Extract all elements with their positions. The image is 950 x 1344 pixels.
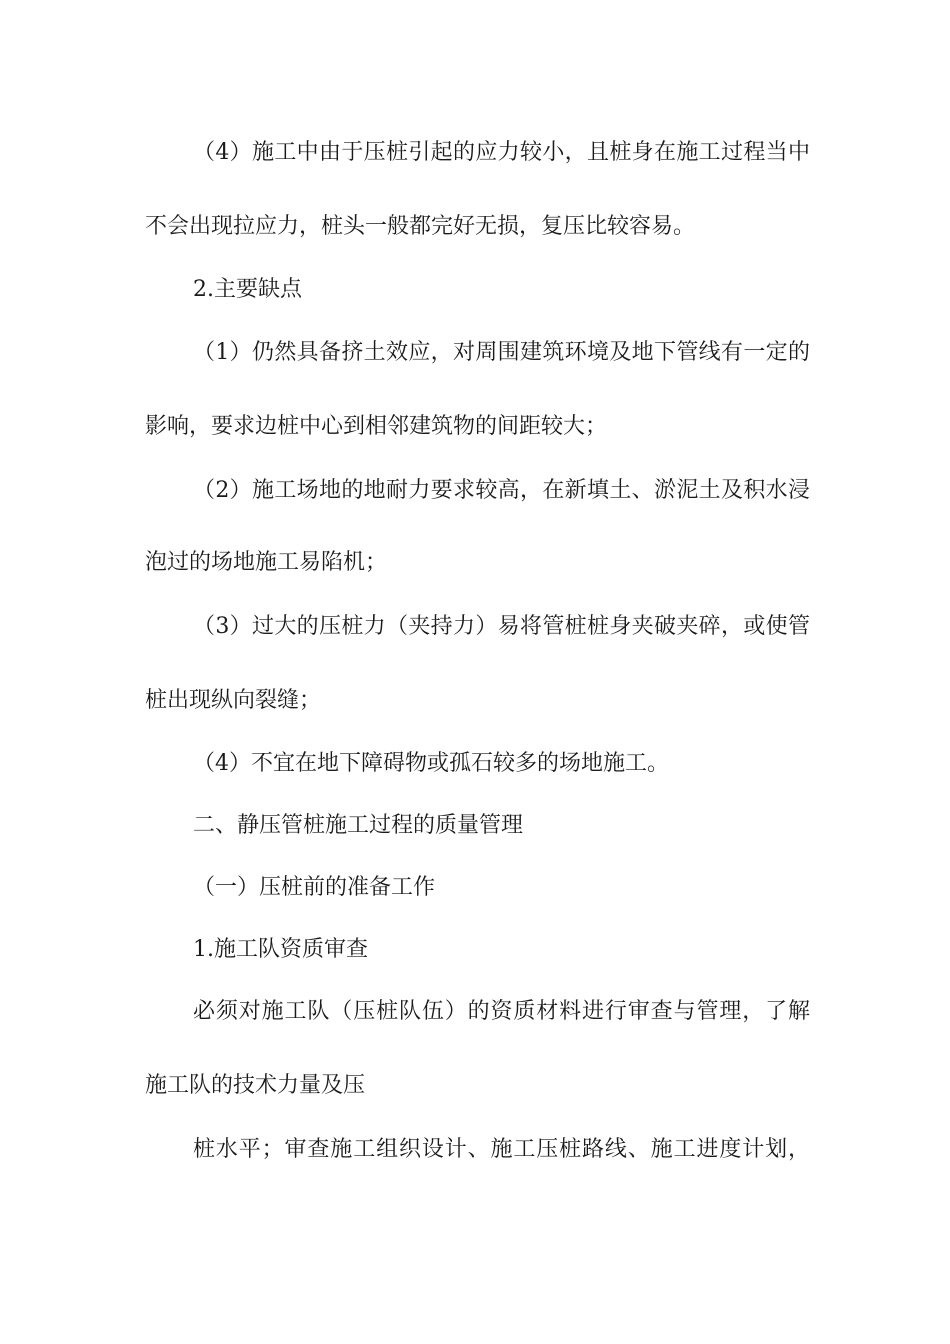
paragraph-line: 桩水平；审查施工组织设计、施工压桩路线、施工进度计划，	[193, 1137, 810, 1162]
paragraph-line: （2）施工场地的地耐力要求较高，在新填土、淤泥土及积水浸	[193, 478, 810, 503]
paragraph-line: 不会出现拉应力，桩头一般都完好无损，复压比较容易。	[145, 214, 696, 239]
paragraph-line: （1）仍然具备挤土效应，对周围建筑环境及地下管线有一定的	[193, 340, 810, 365]
subsection-heading: （一）压桩前的准备工作	[193, 875, 436, 900]
section-heading: 二、静压管桩施工过程的质量管理	[193, 813, 524, 838]
paragraph-line: 必须对施工队（压桩队伍）的资质材料进行审查与管理，了解	[193, 999, 810, 1024]
paragraph-line: （4）施工中由于压桩引起的应力较小，且桩身在施工过程当中	[193, 140, 810, 165]
paragraph-line: （3）过大的压桩力（夹持力）易将管桩桩身夹破夹碎，或使管	[193, 614, 810, 639]
paragraph-line: 施工队的技术力量及压	[145, 1073, 366, 1098]
paragraph-line: 影响，要求边桩中心到相邻建筑物的间距较大；	[145, 414, 608, 439]
paragraph-line: （4）不宜在地下障碍物或孤石较多的场地施工。	[193, 751, 669, 776]
section-heading: 2.主要缺点	[193, 277, 302, 302]
paragraph-line: 桩出现纵向裂缝；	[145, 688, 322, 713]
paragraph-line: 泡过的场地施工易陷机；	[145, 550, 388, 575]
subsection-heading: 1.施工队资质审查	[193, 937, 368, 962]
